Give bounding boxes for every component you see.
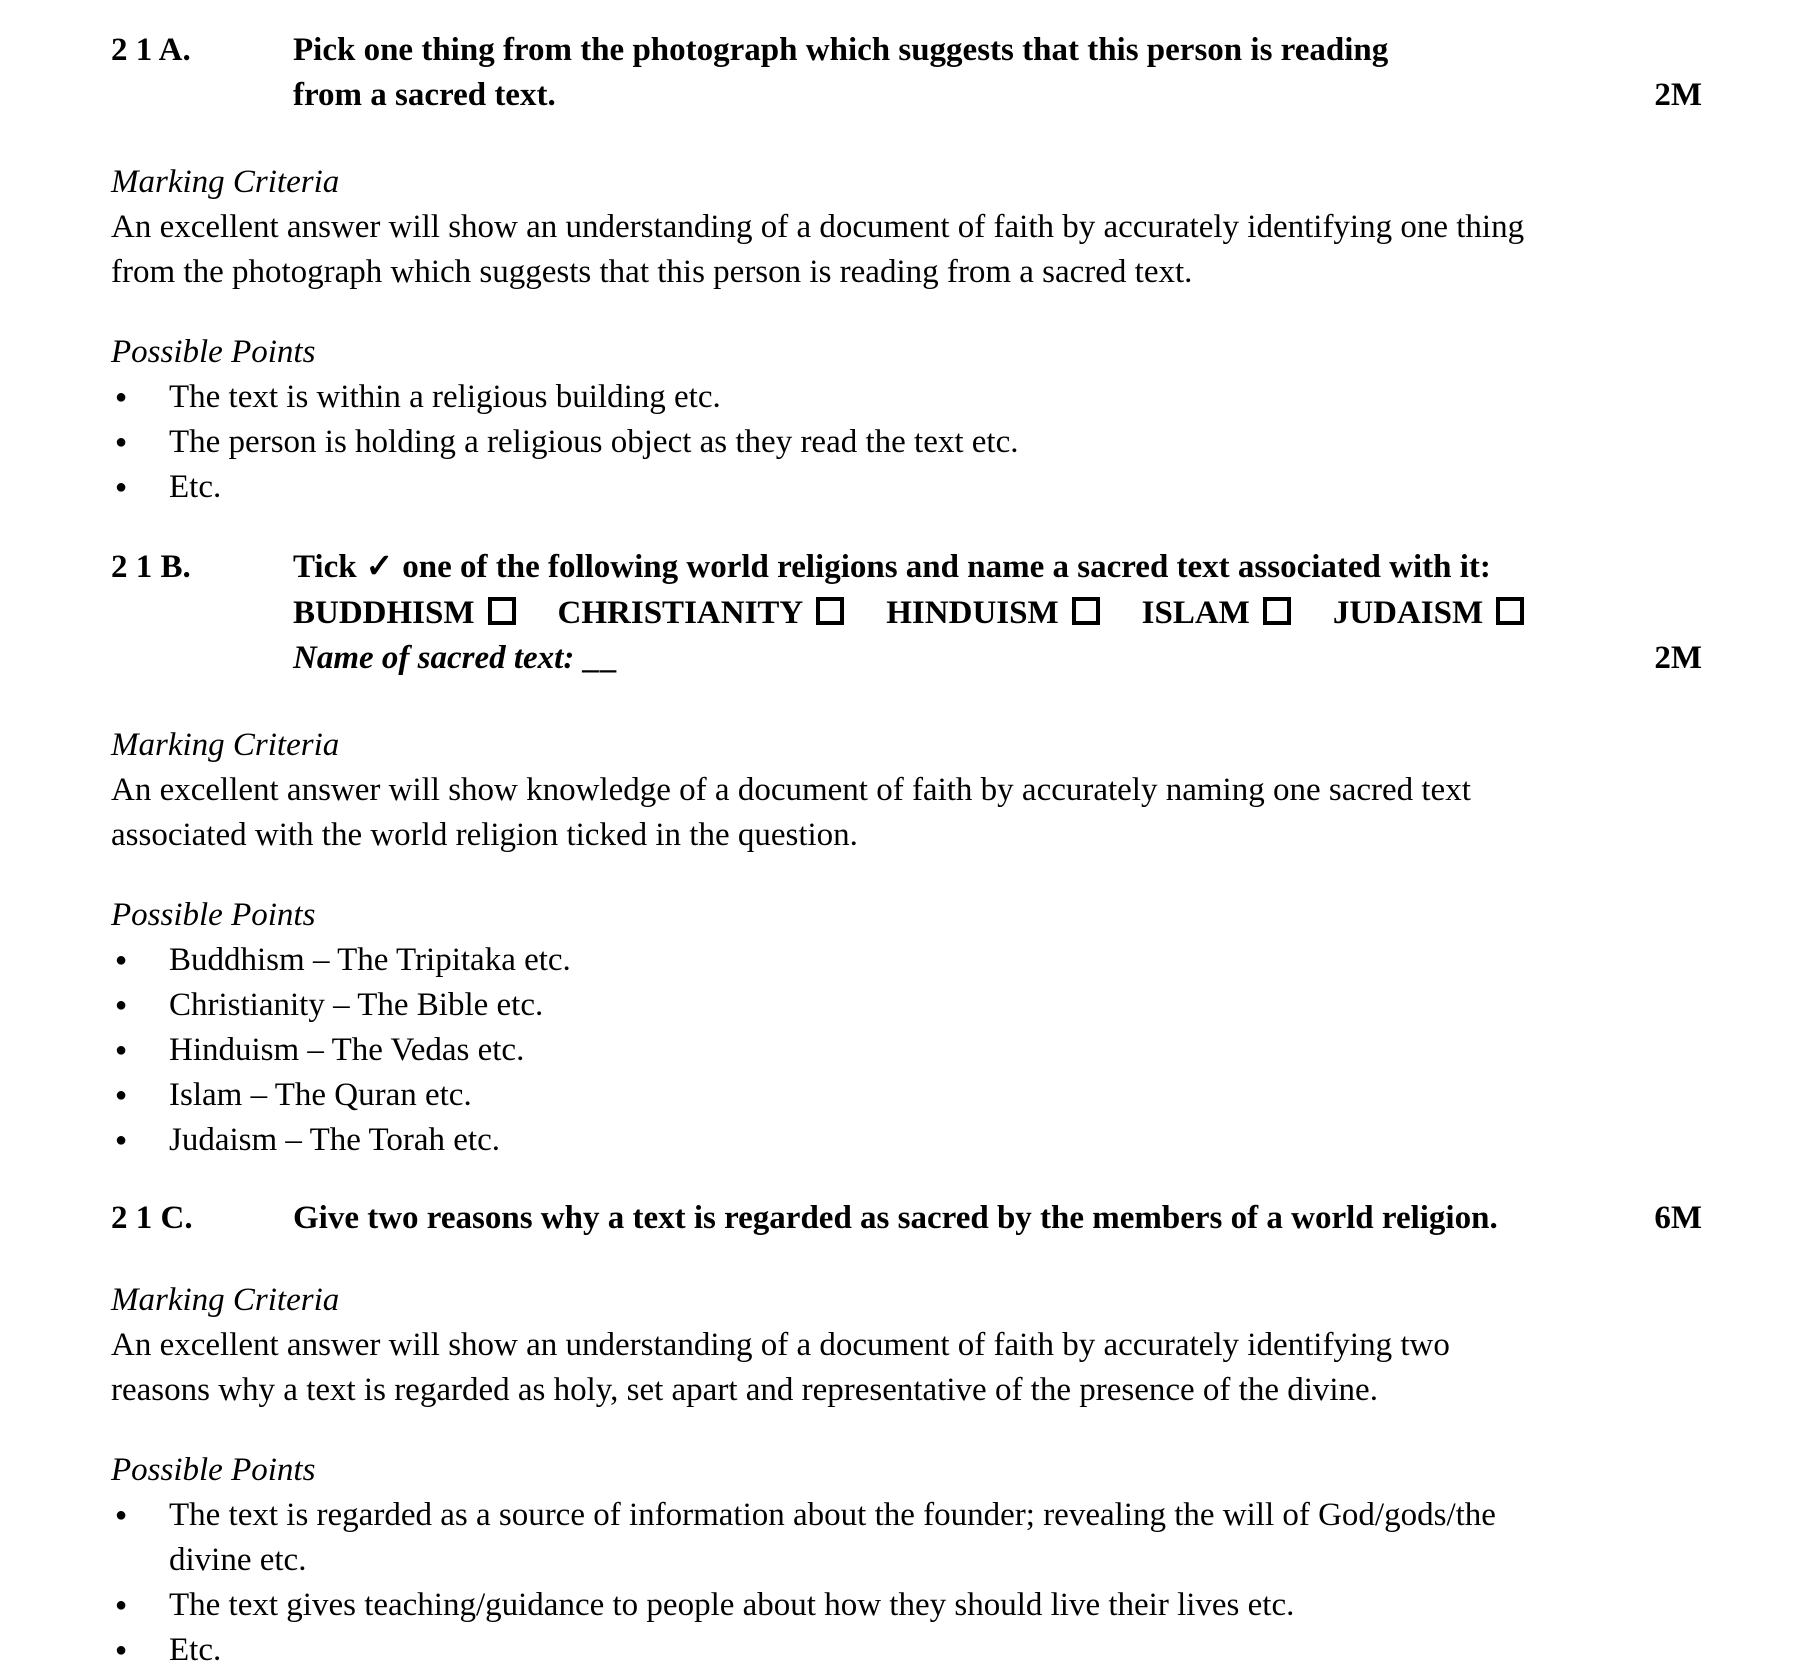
question-number: 2 1 B. (111, 549, 191, 585)
list-item: ● Hinduism – The Vedas etc. (111, 1028, 1702, 1073)
question-prompt-line-2: from a sacred text. (293, 77, 556, 113)
list-item: ● Etc. (111, 1628, 1702, 1673)
prompt-suffix: one of the following world religions and name a sacred text associated with it: (402, 549, 1491, 585)
marking-criteria-line-1: An excellent answer will show an understanding of a document of faith by accurately identifying two (111, 1327, 1450, 1363)
question-21b-header (111, 545, 1702, 590)
question-prompt-line-1: Pick one thing from the photograph which suggests that this person is reading (293, 32, 1389, 68)
list-item: ● Christianity – The Bible etc. (111, 983, 1702, 1028)
marking-criteria-heading: Marking Criteria (111, 727, 340, 763)
sacred-text-name-line (293, 636, 1702, 681)
question-number: 2 1 A. (111, 32, 191, 68)
checkbox-icon[interactable] (488, 597, 516, 625)
possible-points-heading: Possible Points (111, 1452, 316, 1488)
religion-options-row (293, 590, 1702, 636)
marking-criteria-text (111, 1323, 1702, 1413)
list-item: ● Etc. (111, 465, 1702, 510)
marking-criteria-line-2: from the photograph which suggests that this person is reading from a sacred text. (111, 254, 1193, 290)
question-21a-section (111, 28, 1702, 510)
prompt-prefix: Tick (293, 549, 357, 585)
marking-criteria-text (111, 768, 1702, 858)
question-prompt-line-1: Give two reasons why a text is regarded as sacred by the members of a world religion. (293, 1200, 1498, 1236)
question-prompt (293, 28, 1702, 118)
list-item: ● Judaism – The Torah etc. (111, 1118, 1702, 1163)
religion-option-hinduism (886, 591, 1099, 636)
religion-option-islam (1142, 591, 1291, 636)
possible-points-list (111, 375, 1702, 510)
marks-label: 2M (1654, 77, 1702, 113)
religion-label: HINDUISM (886, 594, 1059, 631)
question-21b-section (111, 545, 1702, 1163)
possible-points-list (111, 1493, 1702, 1673)
tick-icon: ✓ (365, 549, 394, 585)
religion-option-judaism (1333, 591, 1524, 636)
checkbox-icon[interactable] (816, 597, 844, 625)
list-item: ● The text is within a religious building etc. (111, 375, 1702, 420)
religion-option-christianity (558, 591, 845, 636)
question-21c-header (111, 1196, 1702, 1241)
marking-criteria-text (111, 205, 1702, 295)
checkbox-icon[interactable] (1072, 597, 1100, 625)
answer-blank: __ (584, 640, 620, 676)
sacred-text-name-label: Name of sacred text: (293, 640, 575, 676)
marking-criteria-line-1: An excellent answer will show knowledge of a document of faith by accurately naming one sacred text (111, 772, 1471, 808)
possible-points-heading: Possible Points (111, 334, 316, 370)
marking-criteria-line-1: An excellent answer will show an understanding of a document of faith by accurately identifying one thing (111, 209, 1525, 245)
marking-criteria-heading: Marking Criteria (111, 1282, 340, 1318)
marking-criteria-line-2: reasons why a text is regarded as holy, set apart and representative of the presence of the divine. (111, 1372, 1378, 1408)
marking-criteria-line-2: associated with the world religion ticked in the question. (111, 817, 858, 853)
list-item-line-1: ● The text is regarded as a source of information about the founder; revealing the will of God/gods/the (169, 1497, 1496, 1533)
question-prompt-line-1 (293, 545, 1702, 590)
question-number: 2 1 C. (111, 1200, 193, 1236)
checkbox-icon[interactable] (1263, 597, 1291, 625)
religion-option-buddhism (293, 591, 516, 636)
possible-points-list (111, 938, 1702, 1163)
list-item: ● The person is holding a religious object as they read the text etc. (111, 420, 1702, 465)
list-item-line-2: divine etc. (169, 1542, 307, 1578)
marking-criteria-heading: Marking Criteria (111, 164, 340, 200)
question-prompt (293, 545, 1702, 590)
list-item: ● The text gives teaching/guidance to people about how they should live their lives etc. (111, 1583, 1702, 1628)
question-prompt (293, 1196, 1702, 1241)
marks-label: 2M (1654, 640, 1702, 676)
checkbox-icon[interactable] (1496, 597, 1524, 625)
religion-label: BUDDHISM (293, 594, 475, 631)
religion-label: ISLAM (1141, 594, 1250, 631)
question-21c-section (111, 1196, 1702, 1673)
list-item: ● Buddhism – The Tripitaka etc. (111, 938, 1702, 983)
religion-label: JUDAISM (1332, 594, 1484, 631)
list-item: ● Islam – The Quran etc. (111, 1073, 1702, 1118)
list-item (111, 1493, 1702, 1583)
possible-points-heading: Possible Points (111, 897, 316, 933)
religion-label: CHRISTIANITY (557, 594, 804, 631)
marks-label: 6M (1654, 1200, 1702, 1236)
question-21a-header (111, 28, 1702, 118)
